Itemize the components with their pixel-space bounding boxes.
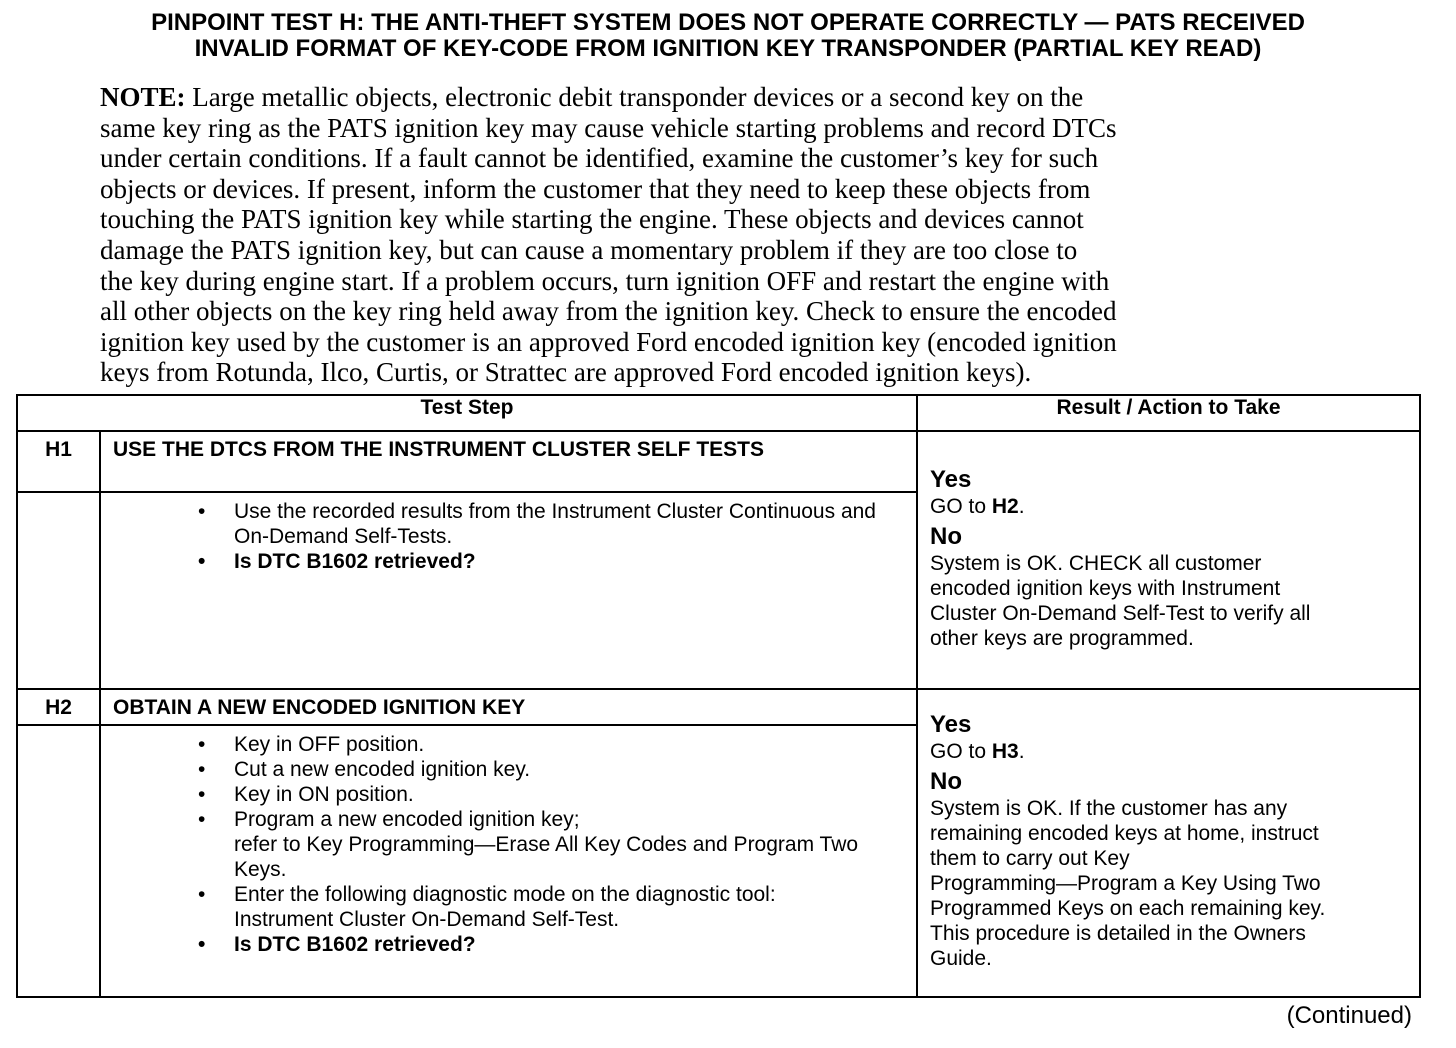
note-paragraph — [100, 82, 1320, 388]
result-cell — [917, 431, 1420, 689]
page-title — [0, 10, 1456, 62]
list-item: • Cut a new encoded ignition key. — [101, 757, 908, 782]
table-row — [17, 431, 1420, 492]
step-number-spacer — [17, 725, 100, 997]
note-line: the key during engine start. If a problem occurs, turn ignition OFF and restart the engine with — [100, 265, 1110, 296]
note-line: under certain conditions. If a fault cannot be identified, examine the customer’s key for such — [100, 143, 1099, 174]
note-line: damage the PATS ignition key, but can cause a momentary problem if they are too close to — [100, 234, 1078, 265]
note-line: same key ring as the PATS ignition key may cause vehicle starting problems and record DTCs — [100, 112, 1117, 143]
yes-action: GO to H3. — [930, 740, 1025, 763]
step-bullets — [100, 725, 917, 997]
note-line: NOTE: Large metallic objects, electronic debit transponder devices or a second key on the — [100, 82, 1084, 112]
step-question: • Is DTC B1602 retrieved? — [101, 549, 908, 574]
no-label: No — [930, 768, 962, 795]
pinpoint-test-table — [16, 394, 1421, 998]
list-item: • Key in ON position. — [101, 782, 908, 807]
no-label: No — [930, 522, 962, 550]
list-item: • Enter the following diagnostic mode on the diagnostic tool: Instrument Cluster On-Demand Self-Test. — [101, 882, 908, 932]
step-title: OBTAIN A NEW ENCODED IGNITION KEY — [100, 689, 917, 725]
note-line: keys from Rotunda, Ilco, Curtis, or Strattec are approved Ford encoded ignition keys). — [100, 357, 1032, 388]
step-question: • Is DTC B1602 retrieved? — [101, 932, 908, 957]
no-action: System is OK. CHECK all customer encoded ignition keys with Instrument Cluster On-Demand Self-Test to verify all other keys are programmed. — [930, 551, 1311, 650]
header-result-action: Result / Action to Take — [917, 395, 1420, 431]
step-number: H2 — [17, 689, 100, 725]
step-number-spacer — [17, 492, 100, 689]
note-line: objects or devices. If present, inform the customer that they need to keep these objects from — [100, 173, 1091, 204]
result-cell — [917, 689, 1420, 997]
note-label: NOTE: — [100, 82, 186, 112]
yes-label: Yes — [930, 711, 972, 738]
note-line: touching the PATS ignition key while starting the engine. These objects and devices cannot — [100, 204, 1084, 235]
table-header-row — [17, 395, 1420, 431]
goto-link[interactable]: H3 — [991, 740, 1019, 763]
step-bullets — [100, 492, 917, 689]
goto-link[interactable]: H2 — [991, 494, 1019, 518]
continued-label: (Continued) — [1286, 1002, 1412, 1029]
table-row — [17, 689, 1420, 725]
yes-action: GO to H2. — [930, 494, 1025, 518]
list-item: • Key in OFF position. — [101, 732, 908, 757]
list-item: • Use the recorded results from the Instrument Cluster Continuous and On-Demand Self-Tests. — [101, 499, 908, 549]
list-item: • Program a new encoded ignition key; refer to Key Programming—Erase All Key Codes and Program Two Keys. — [101, 807, 908, 882]
title-line-1: PINPOINT TEST H: THE ANTI-THEFT SYSTEM DOES NOT OPERATE CORRECTLY — PATS RECEIVED — [151, 9, 1305, 36]
no-action: System is OK. If the customer has any remaining encoded keys at home, instruct them to carry out Key Programming—Program a Key Using Two Programmed Keys on each remaining key. This procedure is detailed in the Owners Guide. — [930, 797, 1326, 970]
note-line: ignition key used by the customer is an approved Ford encoded ignition key (encoded ignition — [100, 326, 1117, 357]
yes-label: Yes — [930, 465, 972, 493]
header-test-step: Test Step — [17, 395, 917, 431]
title-line-2: INVALID FORMAT OF KEY-CODE FROM IGNITION KEY TRANSPONDER (PARTIAL KEY READ) — [194, 35, 1262, 62]
note-line: all other objects on the key ring held away from the ignition key. Check to ensure the encoded — [100, 296, 1117, 327]
step-number: H1 — [17, 431, 100, 492]
step-title: USE THE DTCS FROM THE INSTRUMENT CLUSTER SELF TESTS — [100, 431, 917, 492]
